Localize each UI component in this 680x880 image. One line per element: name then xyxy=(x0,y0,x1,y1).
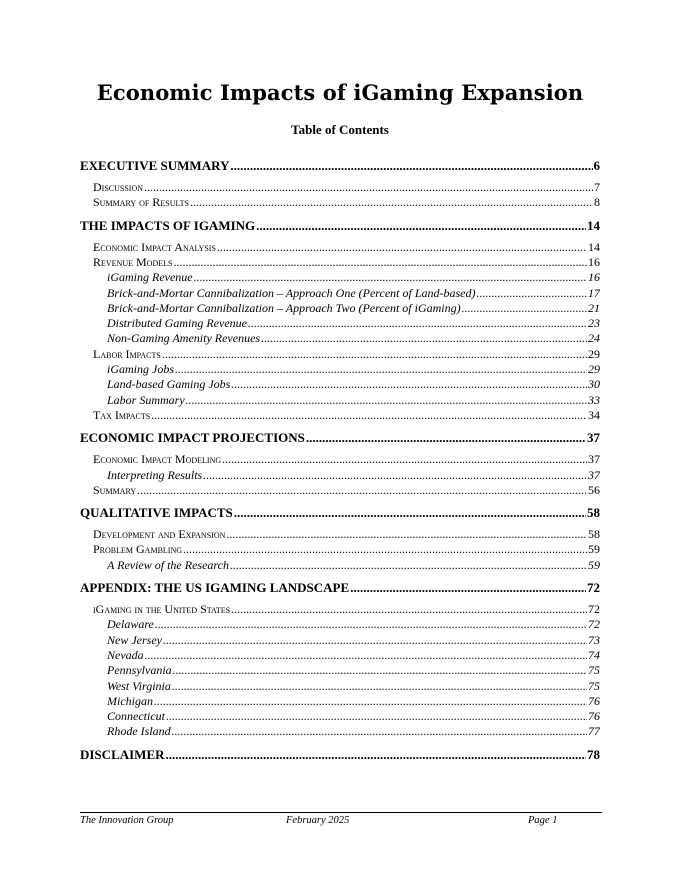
toc-subsubsection-page-number: 16 xyxy=(588,270,600,285)
dot-leader xyxy=(231,602,587,617)
toc-subsection-entry[interactable] xyxy=(93,483,600,498)
dot-leader xyxy=(163,633,587,648)
toc-subsubsection-entry[interactable] xyxy=(107,694,600,709)
dot-leader xyxy=(151,408,587,423)
toc-section-title: EXECUTIVE SUMMARY xyxy=(80,158,230,173)
toc-subsubsection-entry[interactable] xyxy=(107,468,600,483)
toc-subsection-entry[interactable] xyxy=(93,347,600,362)
toc-subsection-page-number: 14 xyxy=(588,239,600,254)
toc-subsection-page-number: 7 xyxy=(594,180,600,194)
dot-leader xyxy=(217,240,587,255)
toc-section-entry[interactable] xyxy=(80,218,600,234)
toc-subsection-title: Development and Expansion xyxy=(93,527,226,542)
toc-subsection-entry[interactable] xyxy=(93,240,600,255)
dot-leader xyxy=(175,362,587,377)
toc-subsection-title: Revenue Models xyxy=(93,254,173,269)
toc-subsubsection-page-number: 17 xyxy=(588,285,600,300)
toc-subsubsection-entry[interactable] xyxy=(107,709,600,724)
toc-subsubsection-entry[interactable] xyxy=(107,393,600,408)
toc-section-entry[interactable] xyxy=(80,747,600,763)
toc-subsubsection-title: Michigan xyxy=(107,693,153,708)
toc-subsection-page-number: 34 xyxy=(588,407,600,422)
toc-subsubsection-title: Non-Gaming Amenity Revenues xyxy=(107,331,261,346)
dot-leader xyxy=(261,331,587,346)
toc-subsubsection-title: Land-based Gaming Jobs xyxy=(107,377,231,392)
dot-leader xyxy=(155,617,587,632)
toc-subsubsection-entry[interactable] xyxy=(107,663,600,678)
toc-subsubsection-title: New Jersey xyxy=(107,632,162,647)
toc-subsubsection-entry[interactable] xyxy=(107,316,600,331)
toc-subsubsection-title: iGaming Revenue xyxy=(107,270,193,285)
toc-subsection-page-number: 72 xyxy=(588,602,600,616)
toc-section-title: ECONOMIC IMPACT PROJECTIONS xyxy=(80,430,305,446)
dot-leader xyxy=(166,747,586,763)
dot-leader xyxy=(226,527,587,542)
toc-subsubsection-title: Pennsylvania xyxy=(107,663,172,678)
toc-subsection-entry[interactable] xyxy=(93,602,600,617)
toc-subsection-title: Discussion xyxy=(93,180,144,194)
dot-leader xyxy=(231,377,587,392)
toc-subsection-page-number: 8 xyxy=(594,195,600,210)
toc-subsubsection-title: Connecticut xyxy=(107,709,165,724)
toc-subsection-entry[interactable] xyxy=(93,195,600,210)
toc-subsubsection-page-number: 76 xyxy=(588,693,600,708)
dot-leader xyxy=(194,270,587,285)
toc-section-title: APPENDIX: THE US IGAMING LANDSCAPE xyxy=(80,580,350,595)
toc-section-page-number: 6 xyxy=(593,158,600,173)
toc-subsubsection-page-number: 37 xyxy=(588,467,600,482)
toc-subsubsection-entry[interactable] xyxy=(107,331,600,346)
dot-leader xyxy=(173,663,587,678)
toc-subsection-entry[interactable] xyxy=(93,452,600,467)
toc-section-page-number: 78 xyxy=(587,746,600,762)
toc-subsection-entry[interactable] xyxy=(93,527,600,542)
toc-section-page-number: 72 xyxy=(587,580,600,595)
toc-subsection-title: Tax Impacts xyxy=(93,407,151,422)
toc-subsubsection-entry[interactable] xyxy=(107,362,600,377)
toc-subsubsection-title: Delaware xyxy=(107,617,154,632)
toc-subsubsection-entry[interactable] xyxy=(107,558,600,573)
dot-leader xyxy=(462,301,587,316)
toc-subsubsection-entry[interactable] xyxy=(107,679,600,694)
toc-section-entry[interactable] xyxy=(80,505,600,521)
footer-date: February 2025 xyxy=(286,815,350,826)
toc-subsubsection-title: Labor Summary xyxy=(107,392,185,407)
dot-leader xyxy=(190,195,593,210)
footer-organization: The Innovation Group xyxy=(80,815,174,826)
dot-leader xyxy=(162,347,587,362)
toc-subsection-title: Economic Impact Analysis xyxy=(93,239,216,254)
toc-section-entry[interactable] xyxy=(80,430,600,446)
toc-subsubsection-entry[interactable] xyxy=(107,286,600,301)
dot-leader xyxy=(350,580,586,596)
dot-leader xyxy=(203,468,587,483)
toc-subsubsection-title: Interpreting Results xyxy=(107,467,203,482)
toc-subsection-title: Labor Impacts xyxy=(93,346,161,361)
toc-subsection-page-number: 16 xyxy=(588,254,600,269)
toc-subsubsection-page-number: 59 xyxy=(588,557,600,572)
toc-section-title: QUALITATIVE IMPACTS xyxy=(80,505,233,521)
footer-page-number: Page 1 xyxy=(528,815,558,826)
toc-subsubsection-page-number: 23 xyxy=(588,316,600,331)
dot-leader xyxy=(248,316,587,331)
toc-subsection-title: Problem Gambling xyxy=(93,542,183,557)
toc-subsubsection-page-number: 73 xyxy=(588,632,600,647)
toc-section-page-number: 58 xyxy=(587,505,600,521)
toc-subsubsection-title: A Review of the Research xyxy=(107,557,229,572)
toc-subsubsection-title: iGaming Jobs xyxy=(107,362,174,376)
dot-leader xyxy=(172,679,587,694)
toc-subsection-title: iGaming in the United States xyxy=(93,602,231,616)
toc-subsubsection-page-number: 33 xyxy=(588,392,600,407)
toc-subsection-entry[interactable] xyxy=(93,255,600,270)
dot-leader xyxy=(137,483,587,498)
toc-section-page-number: 14 xyxy=(587,217,600,233)
toc-subsubsection-entry[interactable] xyxy=(107,724,600,739)
toc-subsubsection-title: Rhode Island xyxy=(107,724,171,739)
toc-subsubsection-page-number: 30 xyxy=(588,377,600,392)
dot-leader xyxy=(172,724,587,739)
toc-subsection-page-number: 59 xyxy=(588,542,600,557)
toc-subsection-title: Summary of Results xyxy=(93,195,189,210)
dot-leader xyxy=(256,218,586,234)
dot-leader xyxy=(154,694,587,709)
dot-leader xyxy=(222,452,587,467)
dot-leader xyxy=(306,430,586,446)
dot-leader xyxy=(173,255,587,270)
toc-subsection-page-number: 37 xyxy=(588,452,600,467)
toc-section-title: DISCLAIMER xyxy=(80,746,165,762)
toc-subsubsection-entry[interactable] xyxy=(107,633,600,648)
dot-leader xyxy=(230,558,587,573)
toc-subsubsection-page-number: 77 xyxy=(588,724,600,739)
toc-subsection-page-number: 29 xyxy=(588,346,600,361)
dot-leader xyxy=(166,709,587,724)
dot-leader xyxy=(477,286,587,301)
toc-subsubsection-page-number: 76 xyxy=(588,709,600,724)
toc-subsection-entry[interactable] xyxy=(93,180,600,195)
toc-subsection-entry[interactable] xyxy=(93,542,600,557)
toc-subsection-title: Economic Impact Modeling xyxy=(93,452,222,467)
toc-subsubsection-page-number: 29 xyxy=(588,362,600,376)
toc-subsection-page-number: 58 xyxy=(588,527,600,542)
dot-leader xyxy=(186,393,587,408)
toc-subsubsection-page-number: 72 xyxy=(588,617,600,632)
toc-subsubsection-entry[interactable] xyxy=(107,648,600,663)
toc-subsection-entry[interactable] xyxy=(93,408,600,423)
toc-section-title: THE IMPACTS OF IGAMING xyxy=(80,217,256,233)
dot-leader xyxy=(145,648,587,663)
toc-subsubsection-entry[interactable] xyxy=(107,617,600,632)
document-title: Economic Impacts of iGaming Expansion xyxy=(96,80,584,105)
toc-subsection-title: Summary xyxy=(93,482,137,497)
toc-subsubsection-entry[interactable] xyxy=(107,377,600,392)
toc-subsubsection-entry[interactable] xyxy=(107,270,600,285)
dot-leader xyxy=(144,180,593,195)
dot-leader xyxy=(230,158,592,174)
toc-section-page-number: 37 xyxy=(587,430,600,446)
toc-subsubsection-entry[interactable] xyxy=(107,301,600,316)
toc-subsubsection-page-number: 21 xyxy=(588,300,600,315)
toc-subsubsection-page-number: 24 xyxy=(588,331,600,346)
toc-heading: Table of Contents xyxy=(291,122,389,137)
toc-subsubsection-title: Distributed Gaming Revenue xyxy=(107,316,247,331)
toc-subsubsection-title: Nevada xyxy=(107,647,144,662)
toc-subsubsection-title: Brick-and-Mortar Cannibalization – Approach One (Percent of Land-based) xyxy=(107,285,476,300)
toc-section-entry[interactable] xyxy=(80,158,600,174)
footer-divider xyxy=(80,812,602,813)
dot-leader xyxy=(234,505,586,521)
toc-subsection-page-number: 56 xyxy=(588,482,600,497)
toc-subsubsection-page-number: 75 xyxy=(588,663,600,678)
toc-subsubsection-title: Brick-and-Mortar Cannibalization – Approach Two (Percent of iGaming) xyxy=(107,300,461,315)
toc-subsubsection-page-number: 75 xyxy=(588,678,600,693)
toc-subsubsection-page-number: 74 xyxy=(588,647,600,662)
dot-leader xyxy=(183,542,587,557)
toc-subsubsection-title: West Virginia xyxy=(107,678,171,693)
toc-section-entry[interactable] xyxy=(80,580,600,596)
